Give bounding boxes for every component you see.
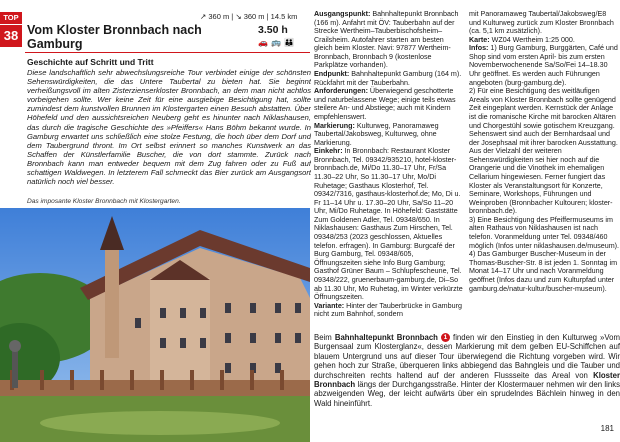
info-column-2 <box>469 10 620 332</box>
tour-duration: 3.50 h <box>258 24 288 36</box>
info-entry: Ausgangspunkt: Bahnhaltepunkt Bronnbach (166 m). Anfahrt mit ÖV: Tauberbahn auf der Strecke Wertheim–Tauberbischofsheim–Crailsheim. Autofahrer starten am besten gleich beim Kloster. Navi: 97877 Wertheim-Bronnbach, Bronnbach 9 (kostenlose Parkplätze vorhanden). <box>314 10 459 70</box>
family-icon: 👪 <box>283 38 294 47</box>
bus-icon: 🚌 <box>270 38 281 47</box>
info-entry: Variante: Hinter der Tauberbrücke in Gamburg nicht zum Bahnhof, sondern <box>314 301 462 319</box>
walk-description: Beim Bahnhaltepunkt Bronnbach 1 finden wir den Einstieg in den Kulturweg »Vom Burgensaal zum Klosterglanz«, dessen Markierung mit dem gelben EU-Schiffchen auf blauem Untergrund uns auf dieser Tour überwiegend die Richtung vorgeben wird. Wir gehen hoch zur Straße, überqueren links abbiegend das Bahngleis und die Tauber und durchschreiten rechts haltend auf der anderen Flussseite das Areal von Kloster Bronnbach längs der Durchgangsstraße. Hinter der Klostermauer nehmen wir den links abzweigenden Weg, der leicht aufwärts über ein sprudelndes Bächlein hinweg in den Wald hineinführt. <box>314 333 620 408</box>
info-entry: mit Panoramaweg Taubertal/Jakobsweg/E8 und Kulturweg zurück zum Kloster Bronnbach (ca. 5,1 km zusätzlich). <box>469 10 614 36</box>
photo-caption: Das imposante Kloster Bronnbach mit Klostergarten. <box>27 198 181 205</box>
info-entry: 3) Eine Besichtigung des Pfeiffermuseums im alten Rathaus von Niklashausen ist nach telefon. Voranmeldung unter Tel. 09348/460 möglich (Infos unter niklashausen.de/museum). <box>469 215 620 250</box>
start-point: Bahnhaltepunkt Bronnbach <box>334 333 438 342</box>
car-icon: 🚗 <box>258 38 268 47</box>
page-number: 181 <box>600 424 614 433</box>
info-entry: Karte: WZ04 Wertheim 1:25 000. <box>469 35 575 44</box>
tour-stats: ↗ 360 m | ↘ 360 m | 14.5 km <box>200 12 298 21</box>
right-page <box>314 0 620 442</box>
info-column-1 <box>314 10 463 332</box>
transport-icons <box>258 38 294 48</box>
title-divider <box>25 52 310 53</box>
info-entry: Anforderungen: Überwiegend geschotterte und naturbelassene Wege; einige teils etwas steilere An- und Abstiege; auch mit Kindern empfehlenswert. <box>314 87 456 121</box>
kloster-name: Kloster Bronnbach <box>314 370 620 390</box>
info-entry: Einkehr: In Bronnbach: Restaurant Kloster Bronnbach, Tel. 09342/935210, hotel-kloster-bronnbach.de, Mi/Do 11.30–17 Uhr, Fr/Sa 11.30–22 Uhr, So 11.30–17 Uhr, Mo/Di Ruhetage; Gasthaus Klosterhof, Tel. 09342/7316, gasthaus-klosterhof.de; Mo, Di u. Fr 11–14 Uhr u. 17.30–20 Uhr, Sa/So 11–20 Uhr, Mi/Do Ruhetage. In Höhefeld: Gaststätte Zum Goldenen Adler, Tel. 09348/650. In Niklashausen: Gasthaus Zum Hirschen, Tel. 09348/253 (2023 geschlossen, Aktuelles telefon. erfragen). In Gamburg: Burgcafé der Burg Gamburg, Tel. 09348/605, Öffnungszeiten siehe Info Burg Gamburg; Gasthof Grüner Baum – Schlupfescheune, Tel. 09348/222, gruenerbaum-gamburg.de, Di–So ab 11.30 Uhr, Mo Ruhetag, im Winter verkürzte Öffnungszeiten. <box>314 147 463 302</box>
intro-heading: Geschichte auf Schritt und Tritt <box>27 57 154 67</box>
info-entry: Markierung: Kulturweg, Panoramaweg Taubertal/Jakobsweg, Kulturweg, ohne Markierung. <box>314 121 439 147</box>
tour-number: 38 <box>0 25 22 47</box>
info-entry: 2) Für eine Besichtigung des weitläufigen Areals von Kloster Bronnbach sollte genügend Zeit eingeplant werden. Kernstück der Anlage ist die romanische Kirche mit barocken Altären und Chorgestühl sowie gotischem Kreuzgang. Sehenswert sind auch der Bernhardsaal und der Josephsaal mit ihrer barocken Ausstattung. Aus der Vielzahl der weiteren Sehenswürdigkeiten sei hier noch auf die Orangerie und die Vinothek im ehemaligen Cellarium hingewiesen. Ferner fungiert das Kloster als Veranstaltungsort für Konzerte, Seminare, Workshops, Führungen und Weinproben (Bronnbacher Kultouren; kloster-bronnbach.de). <box>469 87 618 216</box>
tour-title: Vom Kloster Bronnbach nach Gamburg <box>27 23 202 51</box>
intro-text: Diese landschaftlich sehr abwechslungsreiche Tour verbindet einige der schönsten Sehenswürdigkeiten, die das Untere Taubertal zu bieten hat. Sie beginnt verheißungsvoll im alten Zisterzienserkloster Bronnbach, an dem man nicht achtlos vorbeigehen sollte. Wer keine Zeit für eine ausgiebige Besichtigung hat, sollte zumindest dem kunstvollen Brunnen im Klostergarten einen Besuch abstatten. Über Höhefeld und den aussichtsreichen Neuberg geht es hinunter nach Niklashausen, das durch die tragische Geschichte des »Pfeiffers« Hans Böhm bekannt wurde. In Gamburg erwartet uns schließlich eine stolze Festung, die hoch über dem Dorf und dem Taubergrund thront. Im Ort selbst erinnert so manches Kunstwerk an das Schaffen der Künstlerfamilie Buscher, die von dort stammte. Zurück nach Bronnbach kann man entweder bequem mit dem Zug fahren oder zu Fuß auf schattigen Waldwegen. In letzterem Fall schmeckt das Bier zurück am Ausgangsort natürlich noch viel besser. <box>27 68 311 187</box>
monastery-photo <box>0 208 310 442</box>
info-entry: 4) Das Gamburger Buscher-Museum in der Thomas-Buscher-Str. 8 ist jeden 1. Sonntag im Monat 14–17 Uhr und nach Voranmeldung geöffnet (Infos dazu und zum Kulturpfad unter gamburg.de/natur-kultur/buscher-museum). <box>469 250 618 293</box>
top-tab: TOP <box>0 12 22 24</box>
info-entry: Infos: 1) Burg Gamburg, Burggärten, Café und Shop sind vom ersten April- bis zum ersten Novemberwochenende Sa/So/Fei 14–18.30 Uhr geöffnet. Es werden auch Führungen angeboten (burg-gamburg.de). <box>469 44 618 87</box>
waypoint-badge: 1 <box>441 333 450 342</box>
info-entry: Endpunkt: Bahnhaltepunkt Gamburg (164 m). Rückfahrt mit der Tauberbahn. <box>314 70 462 87</box>
